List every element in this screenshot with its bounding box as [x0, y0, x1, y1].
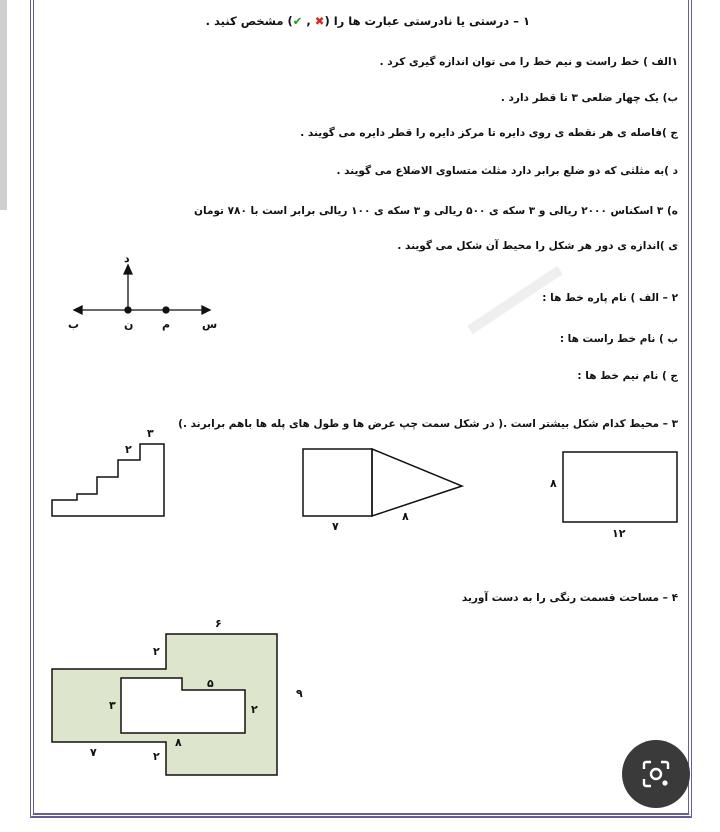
q2-a: ۲ – الف ) نام پاره خط ها : — [542, 292, 678, 304]
label-m: م — [162, 318, 171, 331]
q4-label-inner-right: ۲ — [251, 703, 258, 716]
stairs-shape — [52, 444, 164, 516]
wrong-mark-icon: ✖ — [314, 14, 325, 28]
q4-label-bottom-left: ۷ — [90, 746, 97, 759]
stairs-label-2: ۲ — [125, 443, 132, 456]
lens-camera-icon — [639, 757, 673, 791]
q4-label-inner-top: ۵ — [207, 677, 214, 690]
check-mark-icon: ✔ — [292, 14, 303, 28]
point-m — [163, 307, 169, 313]
q4-label-inner-left: ۳ — [109, 699, 116, 712]
q4-label-right: ۹ — [296, 687, 303, 700]
q4-text: ۴ – مساحت قسمت رنگی را به دست آورید — [461, 592, 678, 604]
q3-text: ۳ – محیط کدام شکل بیشتر است .( در شکل سمت چپ عرض ها و طول های پله ها باهم برابرند .) — [178, 418, 678, 430]
kite-base-label: ۷ — [332, 520, 339, 533]
q2-c: ج ) نام نیم خط ها : — [577, 370, 678, 382]
label-b: ب — [68, 318, 80, 331]
watermark-streak — [470, 270, 560, 330]
q1-d: د )به مثلثی که دو ضلع برابر دارد مثلث متساوی الاضلاع می گویند . — [336, 165, 678, 177]
q1-a: ۱الف ) خط راست و نیم خط را می توان اندازه گیری کرد . — [379, 56, 678, 68]
right-arrowhead — [202, 306, 210, 314]
triangle-shape — [372, 449, 462, 516]
label-n: ن — [124, 318, 134, 331]
q4-label-inner-bottom: ۸ — [175, 736, 182, 749]
point-n — [125, 307, 131, 313]
q1-e2: ی )اندازه ی دور هر شکل را محیط آن شکل می گویند . — [397, 240, 678, 252]
label-s: س — [202, 318, 218, 331]
q1-e1: ه) ۳ اسکناس ۲۰۰۰ ریالی و ۳ سکه ی ۵۰۰ ریالی و ۳ سکه ی ۱۰۰ ریالی برابر است با ۷۸۰ تومان — [194, 205, 678, 217]
q2-b: ب ) نام خط راست ها : — [559, 333, 678, 345]
q4-label-left-step: ۲ — [153, 645, 160, 658]
label-d: د — [124, 252, 130, 265]
kite-side-label: ۸ — [402, 510, 409, 523]
rect-width-label: ۱۲ — [612, 527, 626, 540]
lens-search-button[interactable] — [622, 740, 690, 808]
rect-height-label: ۸ — [550, 477, 557, 490]
square-shape — [303, 449, 372, 516]
q1-b: ب) یک چهار ضلعی ۳ تا قطر دارد . — [500, 92, 678, 104]
q4-label-top: ۶ — [215, 617, 222, 630]
q4-label-bottom-step: ۲ — [153, 750, 160, 763]
left-arrowhead — [74, 306, 82, 314]
rectangle-shape — [563, 452, 677, 522]
q1-title: ۱ – درستی یا نادرستی عبارت ها را (✖ , ✔) مشخص کنید . — [205, 14, 530, 28]
kite-figure — [303, 449, 462, 516]
up-arrowhead — [124, 265, 132, 274]
stairs-label-3: ۳ — [147, 427, 154, 440]
line-figure — [74, 265, 210, 314]
q1-c: ج )فاصله ی هر نقطه ی روی دایره تا مرکز دایره را قطر دایره می گویند . — [300, 127, 678, 139]
